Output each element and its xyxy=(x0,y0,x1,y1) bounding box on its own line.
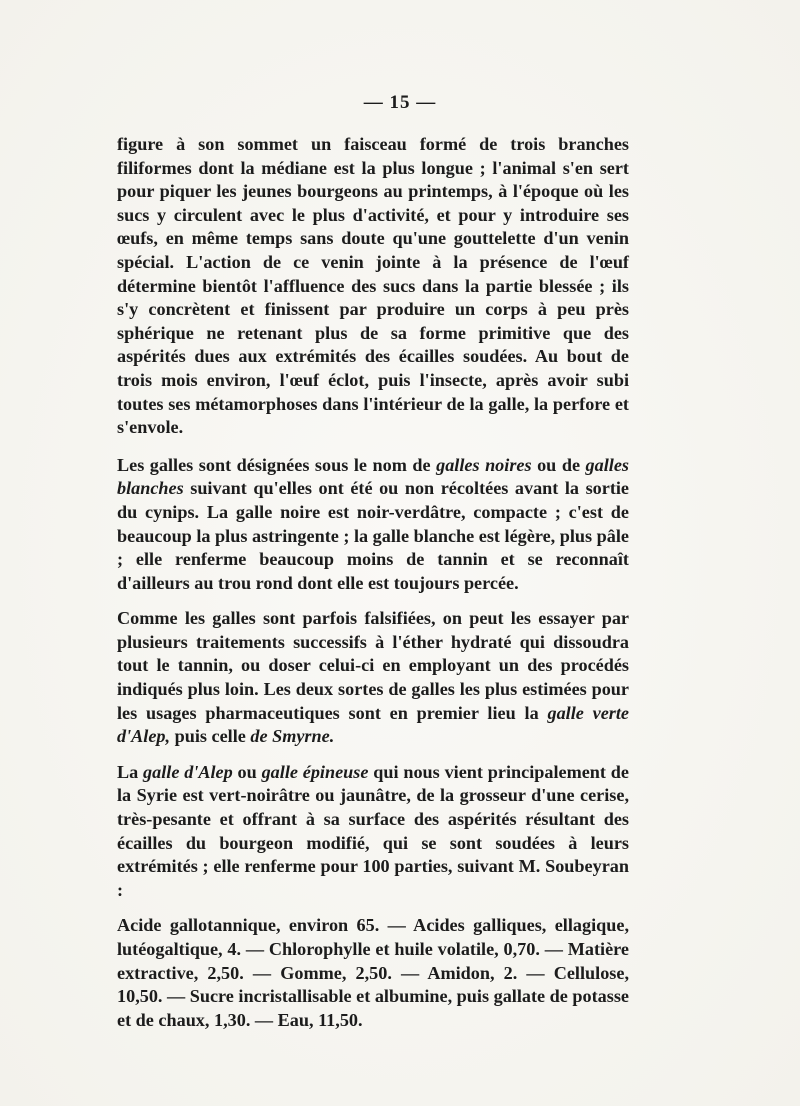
paragraph-text: Les galles sont désignées sous le nom de xyxy=(117,454,437,475)
paragraph-text: ou de xyxy=(531,454,586,475)
paragraph-gap xyxy=(117,902,629,914)
paragraph-gap xyxy=(117,595,629,607)
paragraph-text: La xyxy=(117,761,144,782)
page-number: — 15 — xyxy=(363,92,437,113)
paragraph-gap xyxy=(117,749,629,761)
paragraph-composition xyxy=(117,914,629,1032)
paragraph-falsification xyxy=(117,607,629,749)
term-galles-blanches: galles blanches xyxy=(117,454,629,499)
paragraph-text: Acide gallotannique, environ 65. — Acides galliques, ellagique, lutéogaltique, 4. — Chlorophylle et huile volatile, 0,70. — Matière extractive, 2,50. — Gomme, 2,50. — Amidon, 2. — Cellulose, 10,50. — Sucre incristallisable et albumine, puis gallate de potasse et de chaux, 1,30. — Eau, 11,50. xyxy=(117,915,629,1030)
paragraph-text: puis celle xyxy=(170,726,251,747)
paragraph-gap xyxy=(117,440,629,454)
paragraph-text: ou xyxy=(232,761,262,782)
paragraph-black-white-galls xyxy=(117,454,629,596)
term-galle-verte-alep: galle verte d'Alep, xyxy=(117,702,630,747)
paragraph-galle-alep xyxy=(117,761,629,903)
term-galle-epineuse: galle épineuse xyxy=(261,761,369,782)
paragraph-text: Comme les galles sont parfois falsifiées, on peut les essayer par plusieurs traitements successifs à l'éther hydraté qui dissoudra tout le tannin, ou doser celui-ci en employant un des procédés indiqués plus loin. Les deux sortes de galles les plus estimées pour les usages pharmaceutiques sont en premier lieu la xyxy=(117,608,629,723)
paragraph-text: suivant qu'elles ont été ou non récoltées avant la sortie du cynips. La galle noire est noir-verdâtre, compacte ; c'est de beaucoup la plus astringente ; la galle blanche est légère, plus pâle ; elle renferme beaucoup moins de tannin et se reconnaît d'ailleurs au trou rond dont elle est toujours percée. xyxy=(117,478,629,593)
paragraph-text: qui nous vient principalement de la Syrie est vert-noirâtre ou jaunâtre, de la grosseur d'une cerise, très-pesante et offrant à sa surface des aspérités résultant des écailles du bourgeon modifié, qui se sont soudées à leurs extrémités ; elle renferme pour 100 parties, suivant M. Soubeyran : xyxy=(117,761,629,900)
term-smyrne: de Smyrne. xyxy=(250,726,335,747)
paragraph-insect-description xyxy=(117,133,629,440)
body-text xyxy=(117,133,629,1032)
term-galle-alep: galle d'Alep xyxy=(143,761,233,782)
paragraph-text: figure à son sommet un faisceau formé de trois branches filiformes dont la médiane est la plus longue ; l'animal s'en sert pour piquer les jeunes bourgeons au printemps, à l'époque où les sucs y circulent avec le plus d'activité, et pour y introduire ses œufs, en même temps sans doute qu'une gouttelette d'un venin spécial. L'action de ce venin jointe à la présence de l'œuf détermine bientôt l'affluence des sucs dans la partie blessée ; ils s'y concrètent et finissent par produire un corps à peu près sphérique ne retenant plus de sa forme primitive que des aspérités dues aux extrémités des écailles soudées. Au bout de trois mois environ, l'œuf éclot, puis l'insecte, après avoir subi toutes ses métamorphoses dans l'intérieur de la galle, la perfore et s'envole. xyxy=(117,134,629,438)
term-galles-noires: galles noires xyxy=(436,454,532,475)
